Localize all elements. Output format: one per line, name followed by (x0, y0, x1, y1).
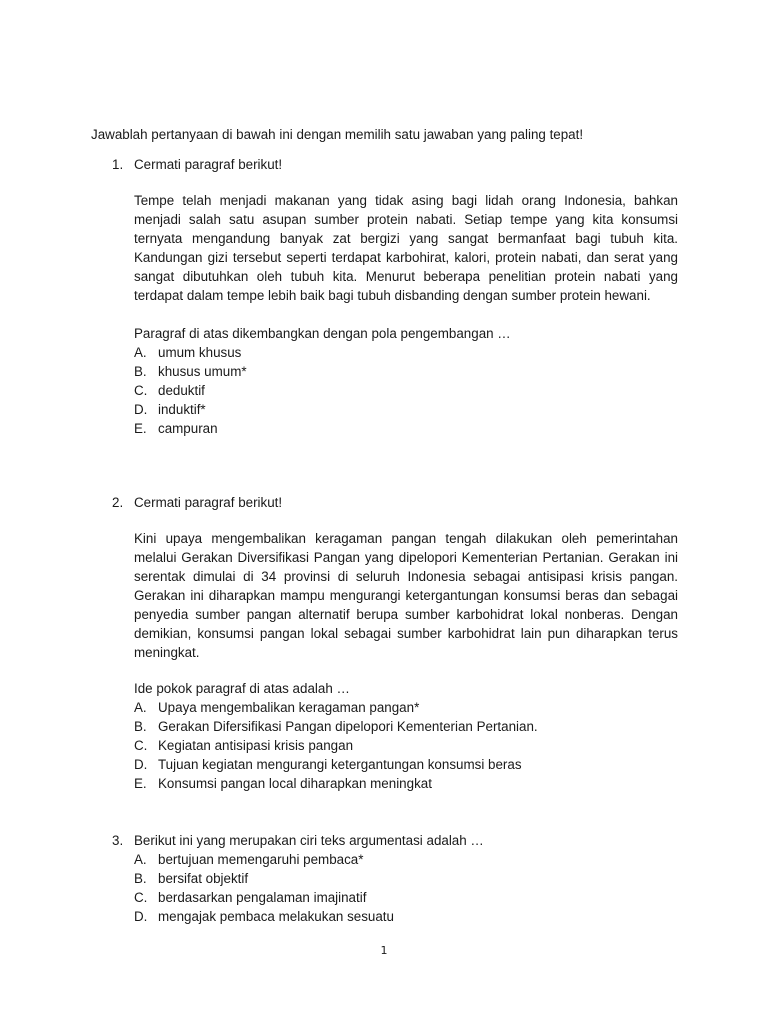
question-heading-text: Cermati paragraf berikut! (134, 495, 283, 510)
question-number: 2. (112, 495, 124, 510)
option-text: Gerakan Difersifikasi Pangan dipelopori Kementerian Pertanian. (158, 719, 538, 734)
option-text: deduktif (158, 383, 205, 398)
option-a (112, 343, 678, 362)
option-letter: B. (134, 719, 147, 734)
option-letter: A. (134, 700, 147, 715)
question-number: 1. (112, 157, 124, 172)
option-d (112, 400, 678, 419)
question-prompt: Ide pokok paragraf di atas adalah … (134, 681, 350, 696)
option-letter: B. (134, 364, 147, 379)
question-2 (112, 493, 678, 793)
option-c (112, 381, 678, 400)
option-letter: C. (134, 890, 148, 905)
option-d (112, 907, 678, 926)
question-heading (112, 155, 678, 174)
option-c (112, 736, 678, 755)
option-letter: C. (134, 383, 148, 398)
option-list (112, 850, 678, 926)
option-text: umum khusus (158, 345, 242, 360)
question-passage: Tempe telah menjadi makanan yang tidak asing bagi lidah orang Indonesia, bahkan menjadi salah satu asupan sumber protein nabati. Setiap tempe yang kita konsumsi ternyata mengandung banyak zat bergizi yang sangat bermanfaat bagi tubuh kita. Kandungan gizi tersebut seperti terdapat karbohirat, kalori, protein nabati, dan serat yang sangat dibutuhkan oleh tubuh kita. Menurut beberapa penelitian protein nabati yang terdapat dalam tempe lebih baik bagi tubuh disbanding dengan sumber protein hewani. (134, 193, 678, 303)
option-letter: D. (134, 757, 148, 772)
option-a (112, 698, 678, 717)
question-prompt: Paragraf di atas dikembangkan dengan pola pengembangan … (134, 326, 511, 341)
question-3 (112, 831, 678, 926)
option-d (112, 755, 678, 774)
option-letter: E. (134, 421, 147, 436)
question-heading (112, 831, 678, 850)
option-letter: A. (134, 852, 147, 867)
question-heading-text: Cermati paragraf berikut! (134, 157, 283, 172)
option-letter: E. (134, 776, 147, 791)
question-heading (112, 493, 678, 512)
question-number: 3. (112, 833, 124, 848)
option-text: Tujuan kegiatan mengurangi ketergantungan konsumsi beras (158, 757, 522, 772)
option-letter: B. (134, 871, 147, 886)
option-text: Kegiatan antisipasi krisis pangan (158, 738, 354, 753)
option-b (112, 362, 678, 381)
option-text: campuran (158, 421, 218, 436)
option-text: berdasarkan pengalaman imajinatif (158, 890, 367, 905)
option-letter: D. (134, 909, 148, 924)
option-b (112, 869, 678, 888)
option-list (112, 698, 678, 793)
option-e (112, 774, 678, 793)
question-heading-text: Berikut ini yang merupakan ciri teks argumentasi adalah … (134, 833, 484, 848)
option-letter: C. (134, 738, 148, 753)
question-1 (112, 155, 678, 438)
option-text: khusus umum* (158, 364, 247, 379)
option-c (112, 888, 678, 907)
option-text: mengajak pembaca melakukan sesuatu (158, 909, 394, 924)
page-number: 1 (380, 944, 388, 957)
option-letter: D. (134, 402, 148, 417)
question-passage: Kini upaya mengembalikan keragaman pangan tengah dilakukan oleh pemerintahan melalui Gerakan Diversifikasi Pangan yang dipelopori Kementerian Pertanian. Gerakan ini serentak dimulai di 34 provinsi di seluruh Indonesia sebagai antisipasi krisis pangan. Gerakan ini diharapkan mampu mengurangi ketergantungan konsumsi beras dan sebagai penyedia sumber pangan alternatif berupa sumber karbohidrat lokal nonberas. Dengan demikian, konsumsi pangan lokal sebagai sumber karbohidrat lain pun diharapkan terus meningkat. (134, 531, 678, 660)
option-b (112, 717, 678, 736)
option-text: bertujuan memengaruhi pembaca* (158, 852, 364, 867)
option-text: Upaya mengembalikan keragaman pangan* (158, 700, 420, 715)
option-list (112, 343, 678, 438)
option-a (112, 850, 678, 869)
option-text: bersifat objektif (158, 871, 249, 886)
option-e (112, 419, 678, 438)
option-letter: A. (134, 345, 147, 360)
instruction-text: Jawablah pertanyaan di bawah ini dengan memilih satu jawaban yang paling tepat! (91, 127, 584, 142)
option-text: induktif* (158, 402, 206, 417)
option-text: Konsumsi pangan local diharapkan meningkat (158, 776, 432, 791)
